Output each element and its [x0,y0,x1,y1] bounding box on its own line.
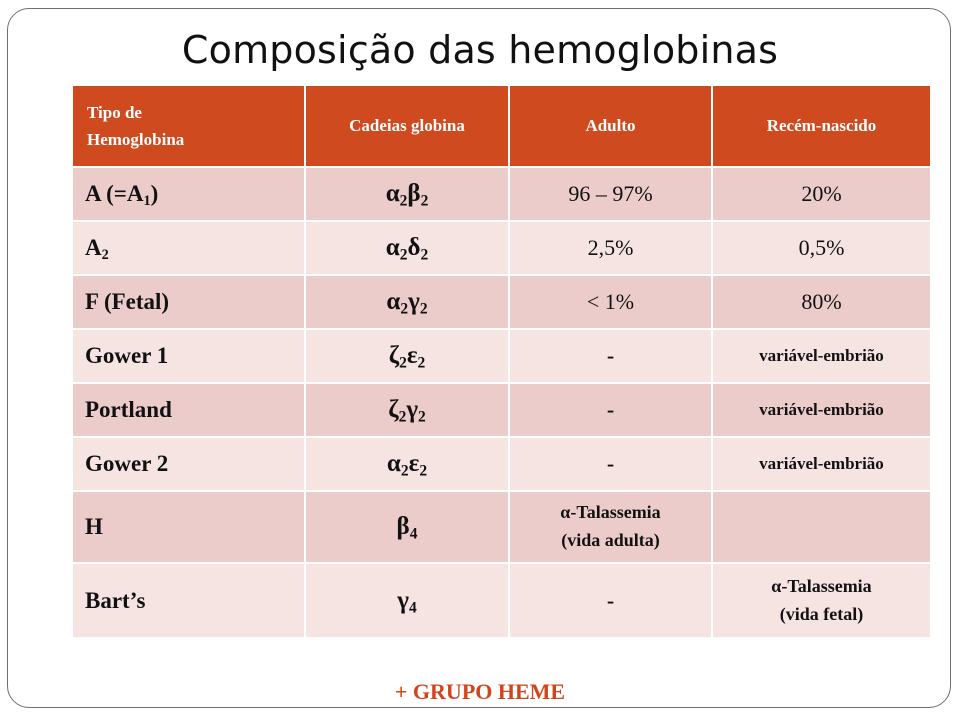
table-row [73,383,930,437]
cell-adult: - [509,329,712,383]
table-row [73,221,930,275]
cell-newborn: 80% [712,275,930,329]
cell-type: Gower 1 [73,329,305,383]
cell-newborn [712,491,930,563]
table-header-row [73,86,930,167]
cell-type: F (Fetal) [73,275,305,329]
cell-chains: $\beta_4$ [305,491,509,563]
cell-newborn: variável-embrião [712,383,930,437]
table-row [73,437,930,491]
cell-adult: 2,5% [509,221,712,275]
header-type-line2: Hemoglobina [87,130,185,149]
table-row [73,563,930,637]
cell-chains: $\alpha_2\beta_2$ [305,167,509,221]
header-chains: Cadeias globina [305,86,509,167]
cell-chains: $\alpha_2\delta_2$ [305,221,509,275]
cell-newborn: variável-embrião [712,437,930,491]
slide-title: Composição das hemoglobinas [181,28,779,72]
cell-type: $A_2$ [73,221,305,275]
header-newborn: Recém-nascido [712,86,930,167]
cell-chains: $\zeta_2\gamma_2$ [305,383,509,437]
cell-newborn: α-Talassemia (vida fetal) [712,563,930,637]
header-type [73,86,305,167]
cell-adult: α-Talassemia (vida adulta) [509,491,712,563]
cell-adult: - [509,383,712,437]
cell-chains: $\gamma_4$ [305,563,509,637]
table-row [73,491,930,563]
cell-type: Gower 2 [73,437,305,491]
footer-note: + GRUPO HEME [394,679,566,704]
cell-chains: $\alpha_2\varepsilon_2$ [305,437,509,491]
table-row [73,329,930,383]
cell-chains: $\alpha_2\gamma_2$ [305,275,509,329]
cell-chains: $\zeta_2\varepsilon_2$ [305,329,509,383]
cell-adult: 96 – 97% [509,167,712,221]
header-adult: Adulto [509,86,712,167]
cell-newborn: 0,5% [712,221,930,275]
cell-type: A $(=A_1)$ [73,167,305,221]
cell-adult: - [509,437,712,491]
cell-newborn: variável-embrião [712,329,930,383]
cell-type: Portland [73,383,305,437]
cell-newborn: 20% [712,167,930,221]
table-row [73,275,930,329]
cell-type: H [73,491,305,563]
cell-adult: < 1% [509,275,712,329]
cell-adult: - [509,563,712,637]
header-type-line1: Tipo de [87,102,142,122]
table-row [73,167,930,221]
cell-type: Bart’s [73,563,305,637]
hemoglobin-table [73,86,930,637]
